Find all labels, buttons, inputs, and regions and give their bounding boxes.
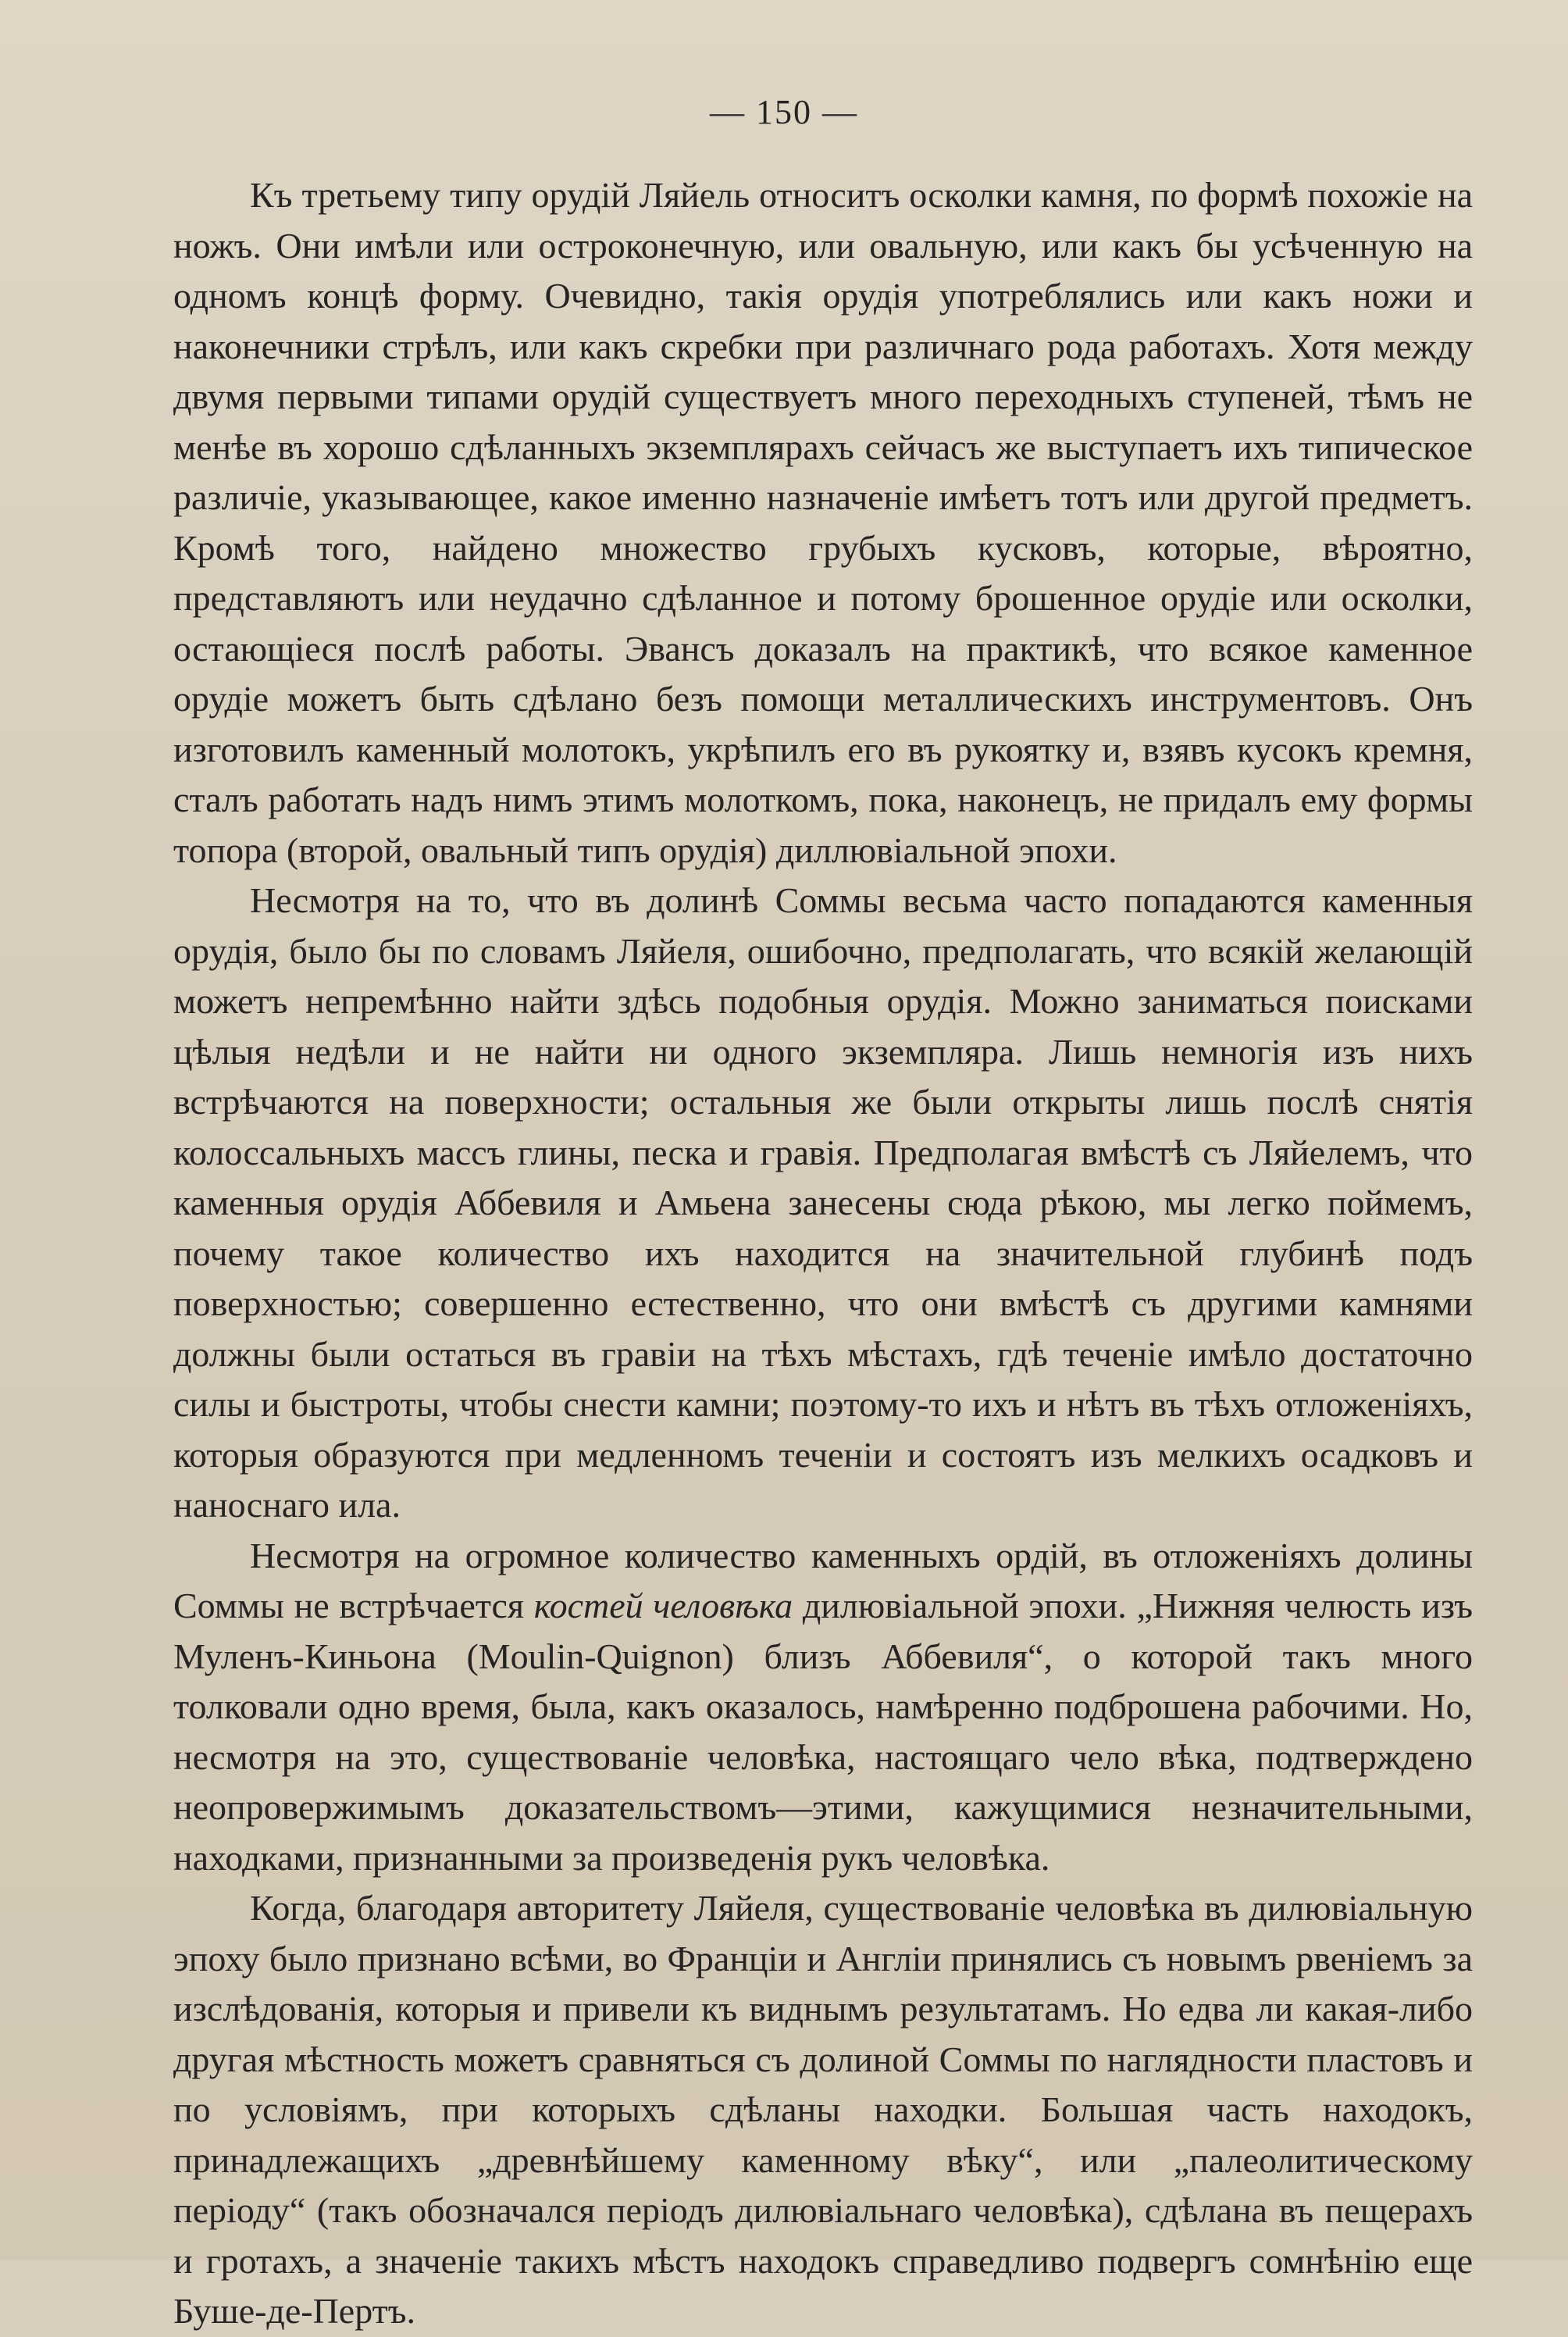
paragraph-3-italic: костей человѣка — [533, 1586, 793, 1625]
paragraph-1: Къ третьему типу орудій Ляйель относитъ осколки камня, по формѣ похожіе на ножъ. Они имѣли или остроконечную, или овальную, или какъ бы усѣченную на одномъ концѣ форму. Очевидно, такія орудія употреблялись или какъ ножи и наконечники стрѣлъ, или какъ скребки при различнаго рода работахъ. Хотя между двумя первыми типами орудій существуетъ много переходныхъ ступеней, тѣмъ не менѣе въ хорошо сдѣланныхъ экземплярахъ сейчасъ же выступаетъ ихъ типическое различіе, указывающее, какое именно назначеніе имѣетъ тотъ или другой предметъ. Кромѣ того, найдено множество грубыхъ кусковъ, которые, вѣроятно, представляютъ или неудачно сдѣланное и потому брошенное орудіе или осколки, остающіеся послѣ работы. Эвансъ доказалъ на практикѣ, что всякое каменное орудіе можетъ быть сдѣлано безъ помощи металлическихъ инструментовъ. Онъ изготовилъ каменный молотокъ, укрѣпилъ его въ рукоятку и, взявъ кусокъ кремня, сталъ работать надъ нимъ этимъ молоткомъ, пока, наконецъ, не придалъ ему формы топора (второй, овальный типъ орудія) диллювіальной эпохи. — [173, 175, 1473, 870]
page-number: — 150 — — [710, 93, 858, 131]
paragraph-3-start: Несмотря на огромное количество каменныхъ ордій, въ отложеніяхъ долины Соммы не встрѣчается — [173, 1535, 1473, 1625]
paragraph-3 — [173, 1531, 1473, 1884]
paragraph-4: Когда, благодаря авторитету Ляйеля, существованіе человѣка въ дилювіальную эпоху было признано всѣми, во Франціи и Англіи принялись съ новымъ рвеніемъ за изслѣдованія, которыя и привели къ виднымъ результатамъ. Но едва ли какая-либо другая мѣстность можетъ сравняться съ долиной Соммы по наглядности пластовъ и по условіямъ, при которыхъ сдѣланы находки. Большая часть находокъ, принадлежащихъ „древнѣйшему каменному вѣку“, или „палеолитическому періоду“ (такъ обозначался періодъ дилювіальнаго человѣка), сдѣлана въ пещерахъ и гротахъ, а значеніе такихъ мѣстъ находокъ справедливо подвергъ сомнѣнію еще Буше-де-Пертъ. — [173, 1888, 1473, 2331]
body-text — [173, 170, 1473, 2337]
paragraph-2: Несмотря на то, что въ долинѣ Соммы весьма часто попадаются каменныя орудія, было бы по словамъ Ляйеля, ошибочно, предполагать, что всякій желающій можетъ непремѣнно найти здѣсь подобныя орудія. Можно заниматься поисками цѣлыя недѣли и не найти ни одного экземпляра. Лишь немногія изъ нихъ встрѣчаются на поверхности; остальныя же были открыты лишь послѣ снятія колоссальныхъ массъ глины, песка и гравія. Предполагая вмѣстѣ съ Ляйелемъ, что каменныя орудія Аббевиля и Амьена занесены сюда рѣкою, мы легко поймемъ, почему такое количество ихъ находится на значительной глубинѣ подъ поверхностью; совершенно естественно, что они вмѣстѣ съ другими камнями должны были остаться въ гравіи на тѣхъ мѣстахъ, гдѣ теченіе имѣло достаточно силы и быстроты, чтобы снести камни; поэтому-то ихъ и нѣтъ въ тѣхъ отложеніяхъ, которыя образуются при медленномъ теченіи и состоятъ изъ мелкихъ осадковъ и наноснаго ила. — [173, 880, 1473, 1525]
paragraph-3-end: дилювіальной эпохи. „Нижняя челюсть изъ Муленъ-Киньона (Moulin-Quignon) близъ Аббевиля“, о которой такъ много толковали одно время, была, какъ оказалось, намѣренно подброшена рабочими. Но, несмотря на это, существованіе человѣка, настоящаго чело вѣка, подтверждено неопровержимымъ доказательствомъ—этими, кажущимися незначительными, находками, признанными за произведенія рукъ человѣка. — [173, 1586, 1473, 1878]
